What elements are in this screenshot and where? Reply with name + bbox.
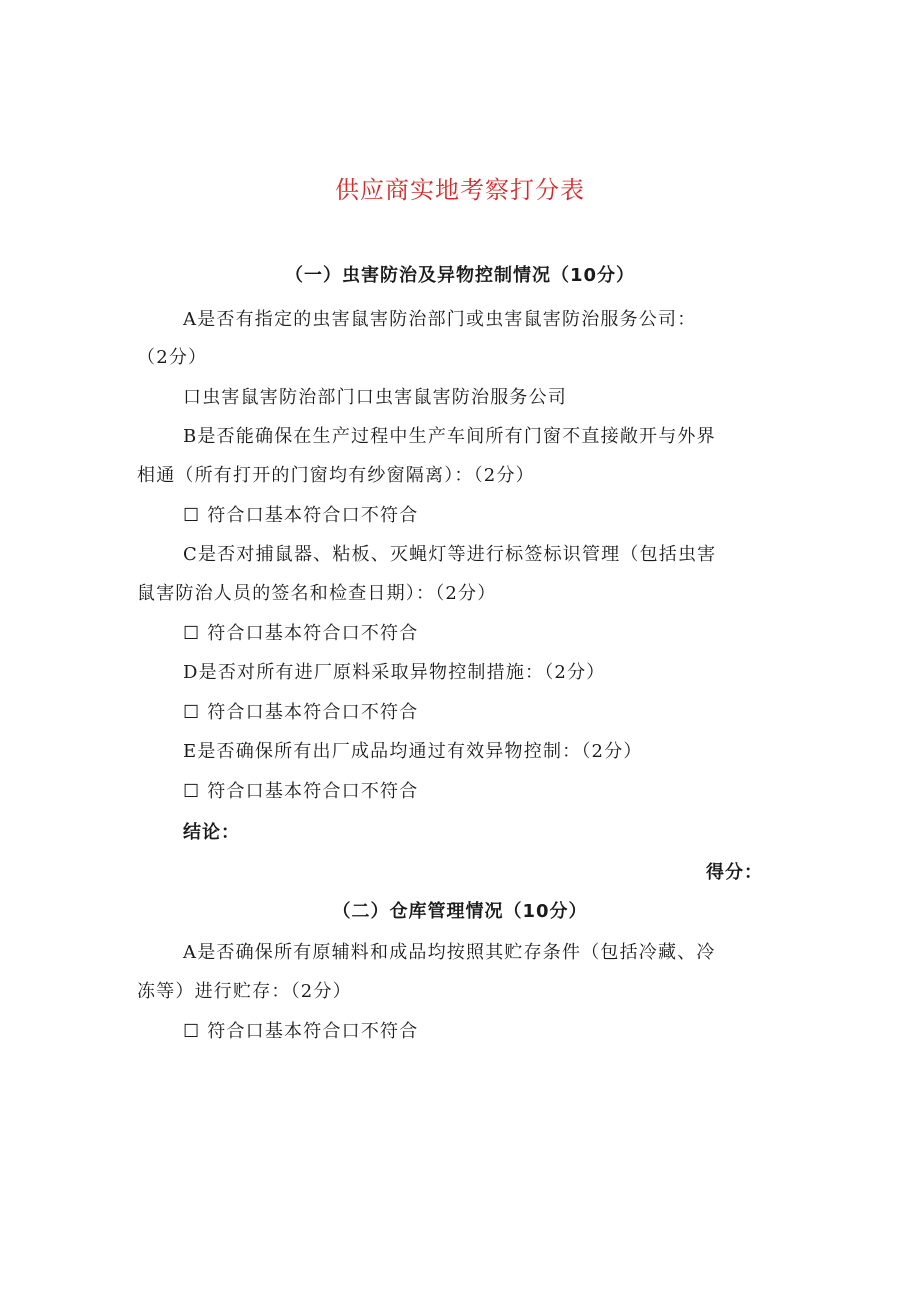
section1-question-a: A是否有指定的虫害鼠害防治部门或虫害鼠害防治服务公司：	[183, 309, 697, 330]
section1-question-a-cont: （2分）	[137, 347, 208, 368]
section1-score-label: 得分：	[706, 862, 763, 883]
section1-question-c: C是否对捕鼠器、粘板、灭蝇灯等进行标签标识管理（包括虫害	[183, 544, 717, 565]
section1-question-c-options: ☐ 符合口基本符合口不符合	[183, 623, 419, 644]
section1-heading: （一）虫害防治及异物控制情况（10分）	[284, 265, 636, 286]
document-title: 供应商实地考察打分表	[335, 176, 585, 204]
section1-question-d: D是否对所有进厂原料采取异物控制措施：（2分）	[183, 662, 606, 683]
section2-question-a: A是否确保所有原辅料和成品均按照其贮存条件（包括冷藏、冷	[183, 942, 716, 963]
section1-question-c-cont: 鼠害防治人员的签名和检查日期）：（2分）	[137, 583, 497, 604]
section2-question-a-cont: 冻等）进行贮存：（2分）	[137, 981, 352, 1002]
section1-conclusion-label: 结论：	[183, 822, 240, 843]
section1-question-b: B是否能确保在生产过程中生产车间所有门窗不直接敞开与外界	[183, 426, 716, 447]
section1-question-d-options: ☐ 符合口基本符合口不符合	[183, 702, 419, 723]
section1-question-a-options: 口虫害鼠害防治部门口虫害鼠害防治服务公司	[183, 387, 567, 408]
section1-question-e: E是否确保所有出厂成品均通过有效异物控制：（2分）	[183, 741, 643, 762]
section1-question-b-cont: 相通（所有打开的门窗均有纱窗隔离）：（2分）	[137, 465, 535, 486]
section1-question-b-options: ☐ 符合口基本符合口不符合	[183, 505, 419, 526]
section1-question-e-options: ☐ 符合口基本符合口不符合	[183, 781, 419, 802]
section2-question-a-options: ☐ 符合口基本符合口不符合	[183, 1021, 419, 1042]
section2-heading: （二）仓库管理情况（10分）	[332, 901, 588, 922]
